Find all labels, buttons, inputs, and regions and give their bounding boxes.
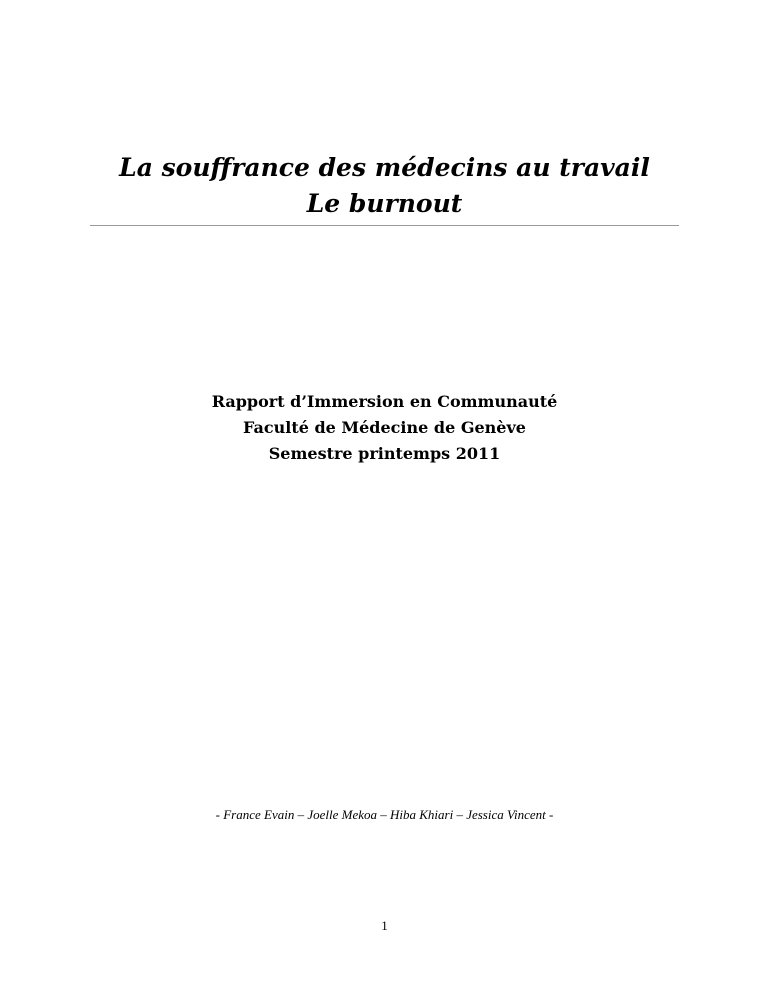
authors-line: - France Evain – Joelle Mekoa – Hiba Khiari – Jessica Vincent - xyxy=(215,807,554,822)
title-line-main: La souffrance des médecins au travail xyxy=(119,153,650,182)
report-info xyxy=(90,389,679,467)
faculty-name: Faculté de Médecine de Genève xyxy=(243,418,526,437)
document-title xyxy=(90,150,679,222)
title-line-sub: Le burnout xyxy=(306,189,463,218)
page-number: 1 xyxy=(381,918,388,933)
title-divider xyxy=(90,225,679,226)
report-type: Rapport d’Immersion en Communauté xyxy=(211,392,558,411)
semester: Semestre printemps 2011 xyxy=(268,444,501,463)
